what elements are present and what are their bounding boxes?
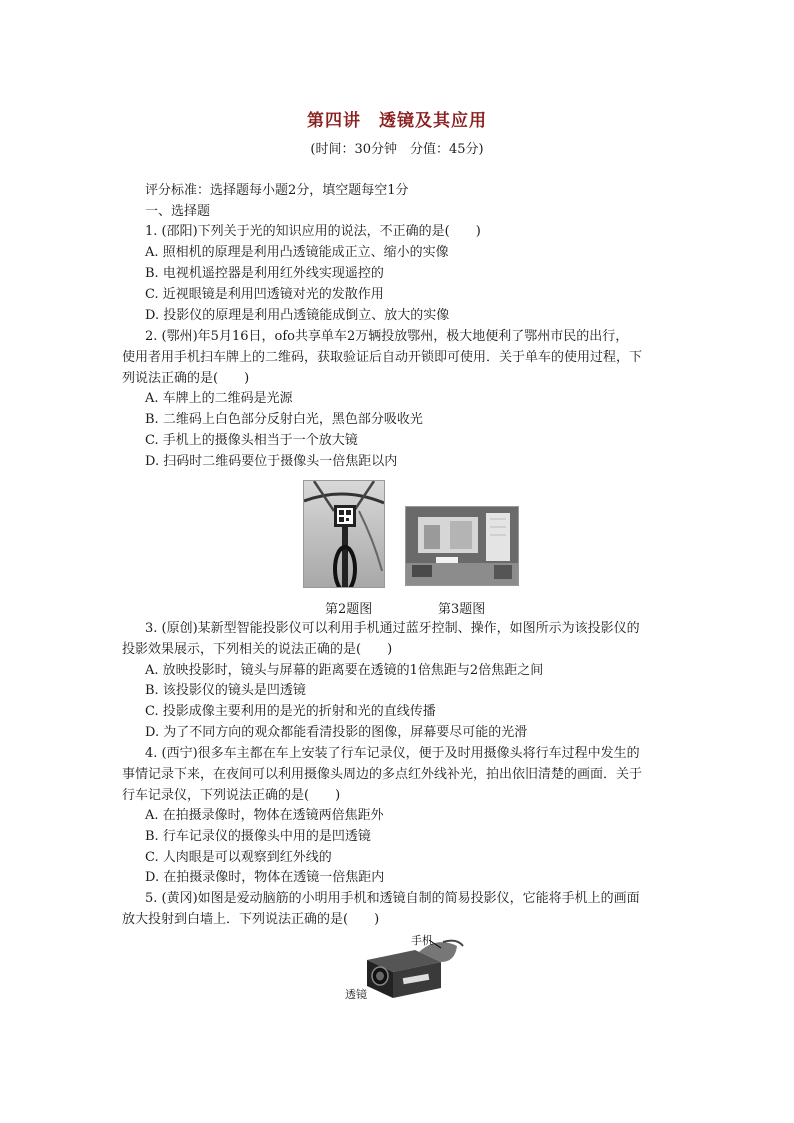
question-4-stem-line-3: 行车记录仪，下列说法正确的是( ) <box>122 788 341 803</box>
question-1-stem: 1. (邵阳)下列关于光的知识应用的说法，不正确的是( ) <box>145 224 481 239</box>
label-phone: 手机 <box>411 934 433 947</box>
figure-bike-qr-photo <box>303 480 385 588</box>
question-4-stem-line-1: 4. (西宁)很多车主都在车上安装了行车记录仪，便于及时用摄像头将行车过程中发生的 <box>145 746 640 761</box>
question-2-option-c: C. 手机上的摄像头相当于一个放大镜 <box>145 433 358 448</box>
question-4-option-b: B. 行车记录仪的摄像头中用的是凹透镜 <box>145 829 371 844</box>
question-3-option-a: A. 放映投影时，镜头与屏幕的距离要在透镜的1倍焦距与2倍焦距之间 <box>145 663 544 678</box>
question-4-option-a: A. 在拍摄录像时，物体在透镜两倍焦距外 <box>145 808 384 823</box>
question-2-stem-line-2: 使用者用手机扫车牌上的二维码，获取验证后自动开锁即可使用．关于单车的使用过程，下 <box>122 350 643 365</box>
question-4-option-c: C. 人肉眼是可以观察到红外线的 <box>145 850 332 865</box>
bike-qr-illustration <box>304 481 384 587</box>
question-5-stem-line-1: 5. (黄冈)如图是爱动脑筋的小明用手机和透镜自制的简易投影仪，它能将手机上的画面 <box>145 891 640 906</box>
page-title: 第四讲 透镜及其应用 <box>307 111 487 131</box>
page-subtitle: (时间：30分钟 分值：45分) <box>310 142 484 157</box>
question-3-stem-line-1: 3. (原创)某新型智能投影仪可以利用手机通过蓝牙控制、操作，如图所示为该投影仪的 <box>145 621 640 636</box>
projector-room-illustration <box>406 507 518 585</box>
question-1-option-b: B. 电视机遥控器是利用红外线实现遥控的 <box>145 266 384 281</box>
question-2-stem-line-1: 2. (鄂州)年5月16日，ofo共享单车2万辆投放鄂州，极大地便利了鄂州市民的出行， <box>145 329 629 344</box>
question-3-option-d: D. 为了不同方向的观众都能看清投影的图像，屏幕要尽可能的光滑 <box>145 725 528 740</box>
question-1-option-a: A. 照相机的原理是利用凸透镜能成正立、缩小的实像 <box>145 245 449 260</box>
question-2-option-d: D. 扫码时二维码要位于摄像头一倍焦距以内 <box>145 454 398 469</box>
figure-caption-q2: 第2题图 <box>325 602 373 617</box>
question-1-option-d: D. 投影仪的原理是利用凸透镜能成倒立、放大的实像 <box>145 308 450 323</box>
question-2-stem-line-3: 列说法正确的是( ) <box>122 371 250 386</box>
question-2-option-a: A. 车牌上的二维码是光源 <box>145 391 293 406</box>
question-3-option-c: C. 投影成像主要利用的是光的折射和光的直线传播 <box>145 704 436 719</box>
section-heading: 一、选择题 <box>145 204 211 219</box>
question-1-option-c: C. 近视眼镜是利用凹透镜对光的发散作用 <box>145 287 384 302</box>
figure-caption-q3: 第3题图 <box>438 602 486 617</box>
question-5-stem-line-2: 放大投射到白墙上．下列说法正确的是( ) <box>122 912 380 927</box>
question-2-option-b: B. 二维码上白色部分反射白光，黑色部分吸收光 <box>145 412 423 427</box>
figure-diy-projector <box>345 932 475 1002</box>
scoring-note: 评分标准：选择题每小题2分，填空题每空1分 <box>145 183 409 198</box>
label-lens: 透镜 <box>345 988 367 1001</box>
question-4-option-d: D. 在拍摄录像时，物体在透镜一倍焦距内 <box>145 870 385 885</box>
question-3-stem-line-2: 投影效果展示，下列相关的说法正确的是( ) <box>122 642 393 657</box>
question-4-stem-line-2: 事情记录下来，在夜间可以利用摄像头周边的多点红外线补光，拍出依旧清楚的画面．关于 <box>122 767 643 782</box>
question-3-option-b: B. 该投影仪的镜头是凹透镜 <box>145 683 306 698</box>
figure-projector-room-photo <box>405 506 519 586</box>
